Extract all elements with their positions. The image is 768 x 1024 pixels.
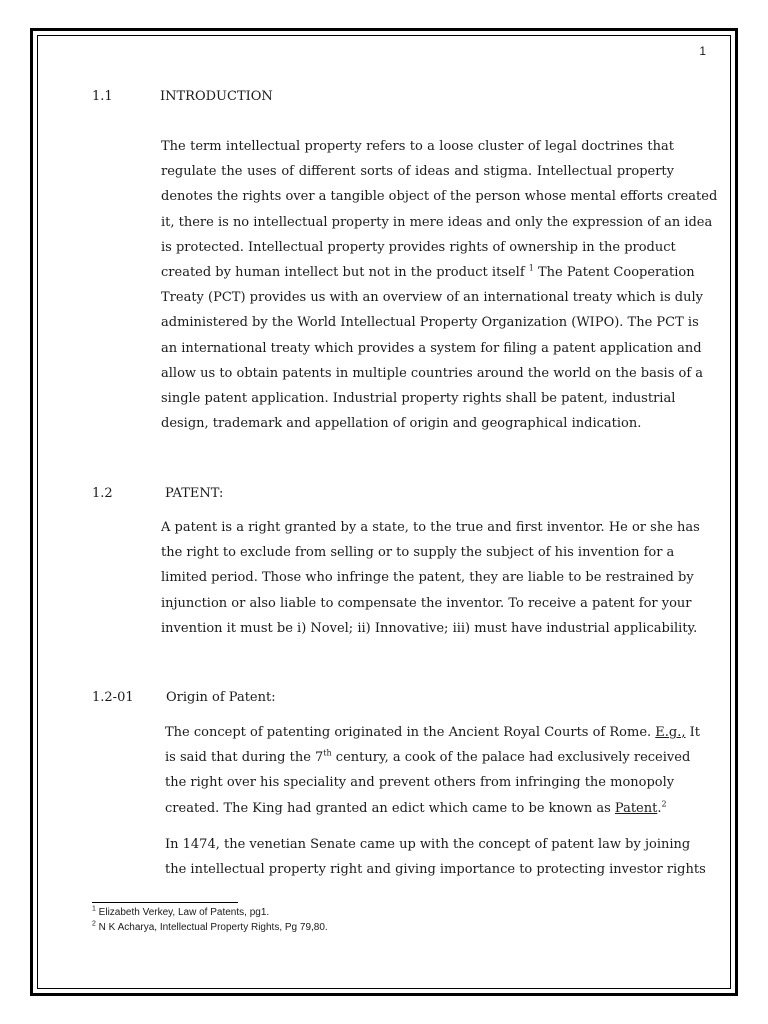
origin-paragraph-2 <box>165 832 706 882</box>
line-text: It <box>685 725 700 740</box>
paragraph-line: A patent is a right granted by a state, to the true and first inventor. He or she has <box>161 520 700 535</box>
paragraph-line: In 1474, the venetian Senate came up with the concept of patent law by joining <box>165 837 691 852</box>
line-text: The concept of patenting originated in the Ancient Royal Courts of Rome. <box>165 725 656 740</box>
paragraph-line: denotes the rights over a tangible object of the person whose mental efforts created <box>161 189 718 205</box>
underlined-text: E.g., <box>655 725 686 740</box>
paragraph-line: the right over his speciality and prevent others from infringing the monopoly <box>165 775 675 791</box>
patent-paragraph <box>161 515 700 641</box>
footnote-text: Elizabeth Verkey, Law of Patents, pg1. <box>95 907 270 918</box>
superscript: th <box>323 748 332 758</box>
section-number: 1.1 <box>92 89 113 104</box>
paragraph-line: an international treaty which provides a system for filing a patent application and <box>161 340 702 356</box>
footnote-mark: 2 <box>92 920 96 928</box>
introduction-paragraph <box>161 134 718 436</box>
line-text: is said that during the 7 <box>165 750 324 766</box>
paragraph-line: is protected. Intellectual property provides rights of ownership in the product <box>161 239 676 255</box>
paragraph-line: injunction or also liable to compensate the inventor. To receive a patent for your <box>161 595 692 611</box>
paragraph-line: administered by the World Intellectual Property Organization (WIPO). The PCT is <box>161 315 699 331</box>
paragraph-line: created. The King had granted an edict which came to be known as Patent.$^2$ <box>165 799 667 816</box>
paragraph-line: The term intellectual property refers to a loose cluster of legal doctrines that <box>161 139 674 154</box>
section-heading-1-2 <box>92 486 392 504</box>
paragraph-line <box>165 720 700 745</box>
paragraph-line: allow us to obtain patents in multiple countries around the world on the basis of a <box>161 365 704 381</box>
section-number: 1.2-01 <box>92 690 134 705</box>
paragraph-line: single patent application. Industrial property rights shall be patent, industrial <box>161 390 676 406</box>
paragraph-line: regulate the uses of different sorts of ideas and stigma. Intellectual property <box>161 164 674 180</box>
paragraph-line: the right to exclude from selling or to supply the subject of his invention for a <box>161 545 675 561</box>
section-heading-1-1 <box>92 89 392 107</box>
underlined-text: Patent <box>614 800 658 816</box>
footnote-ref: 2 <box>661 799 667 809</box>
footnote-ref: 1 <box>528 263 534 273</box>
section-title: PATENT: <box>165 486 224 501</box>
section-title: Origin of Patent: <box>166 690 276 705</box>
footnote-2 <box>92 922 328 933</box>
paragraph-line: Treaty (PCT) provides us with an overview of an international treaty which is duly <box>161 290 703 306</box>
section-heading-1-2-01 <box>92 690 392 708</box>
origin-paragraph-1 <box>165 720 700 821</box>
footnote-separator <box>92 902 238 903</box>
paragraph-line: invention it must be i) Novel; ii) Innovative; iii) must have industrial applicability. <box>161 620 698 636</box>
paragraph-line: limited period. Those who infringe the patent, they are liable to be restrained by <box>161 570 694 586</box>
line-text: created. The King had granted an edict which came to be known as <box>165 800 615 816</box>
line-text: The Patent Cooperation <box>533 264 695 280</box>
footnote-text: N K Acharya, Intellectual Property Rights, Pg 79,80. <box>95 922 328 933</box>
paragraph-line: it, there is no intellectual property in mere ideas and only the expression of an idea <box>161 214 713 230</box>
line-text: century, a cook of the palace had exclusively received <box>331 750 691 766</box>
page-number: 1 <box>699 44 706 58</box>
footnote-mark: 1 <box>92 905 96 913</box>
paragraph-line <box>165 745 691 770</box>
line-text: created by human intellect but not in the product itself <box>161 264 525 280</box>
paragraph-line: design, trademark and appellation of origin and geographical indication. <box>161 416 642 432</box>
paragraph-line <box>161 260 695 285</box>
paragraph-line: the intellectual property right and giving importance to protecting investor rights <box>165 862 706 878</box>
footnote-1 <box>92 907 269 918</box>
section-title: INTRODUCTION <box>160 89 273 104</box>
section-number: 1.2 <box>92 486 113 501</box>
